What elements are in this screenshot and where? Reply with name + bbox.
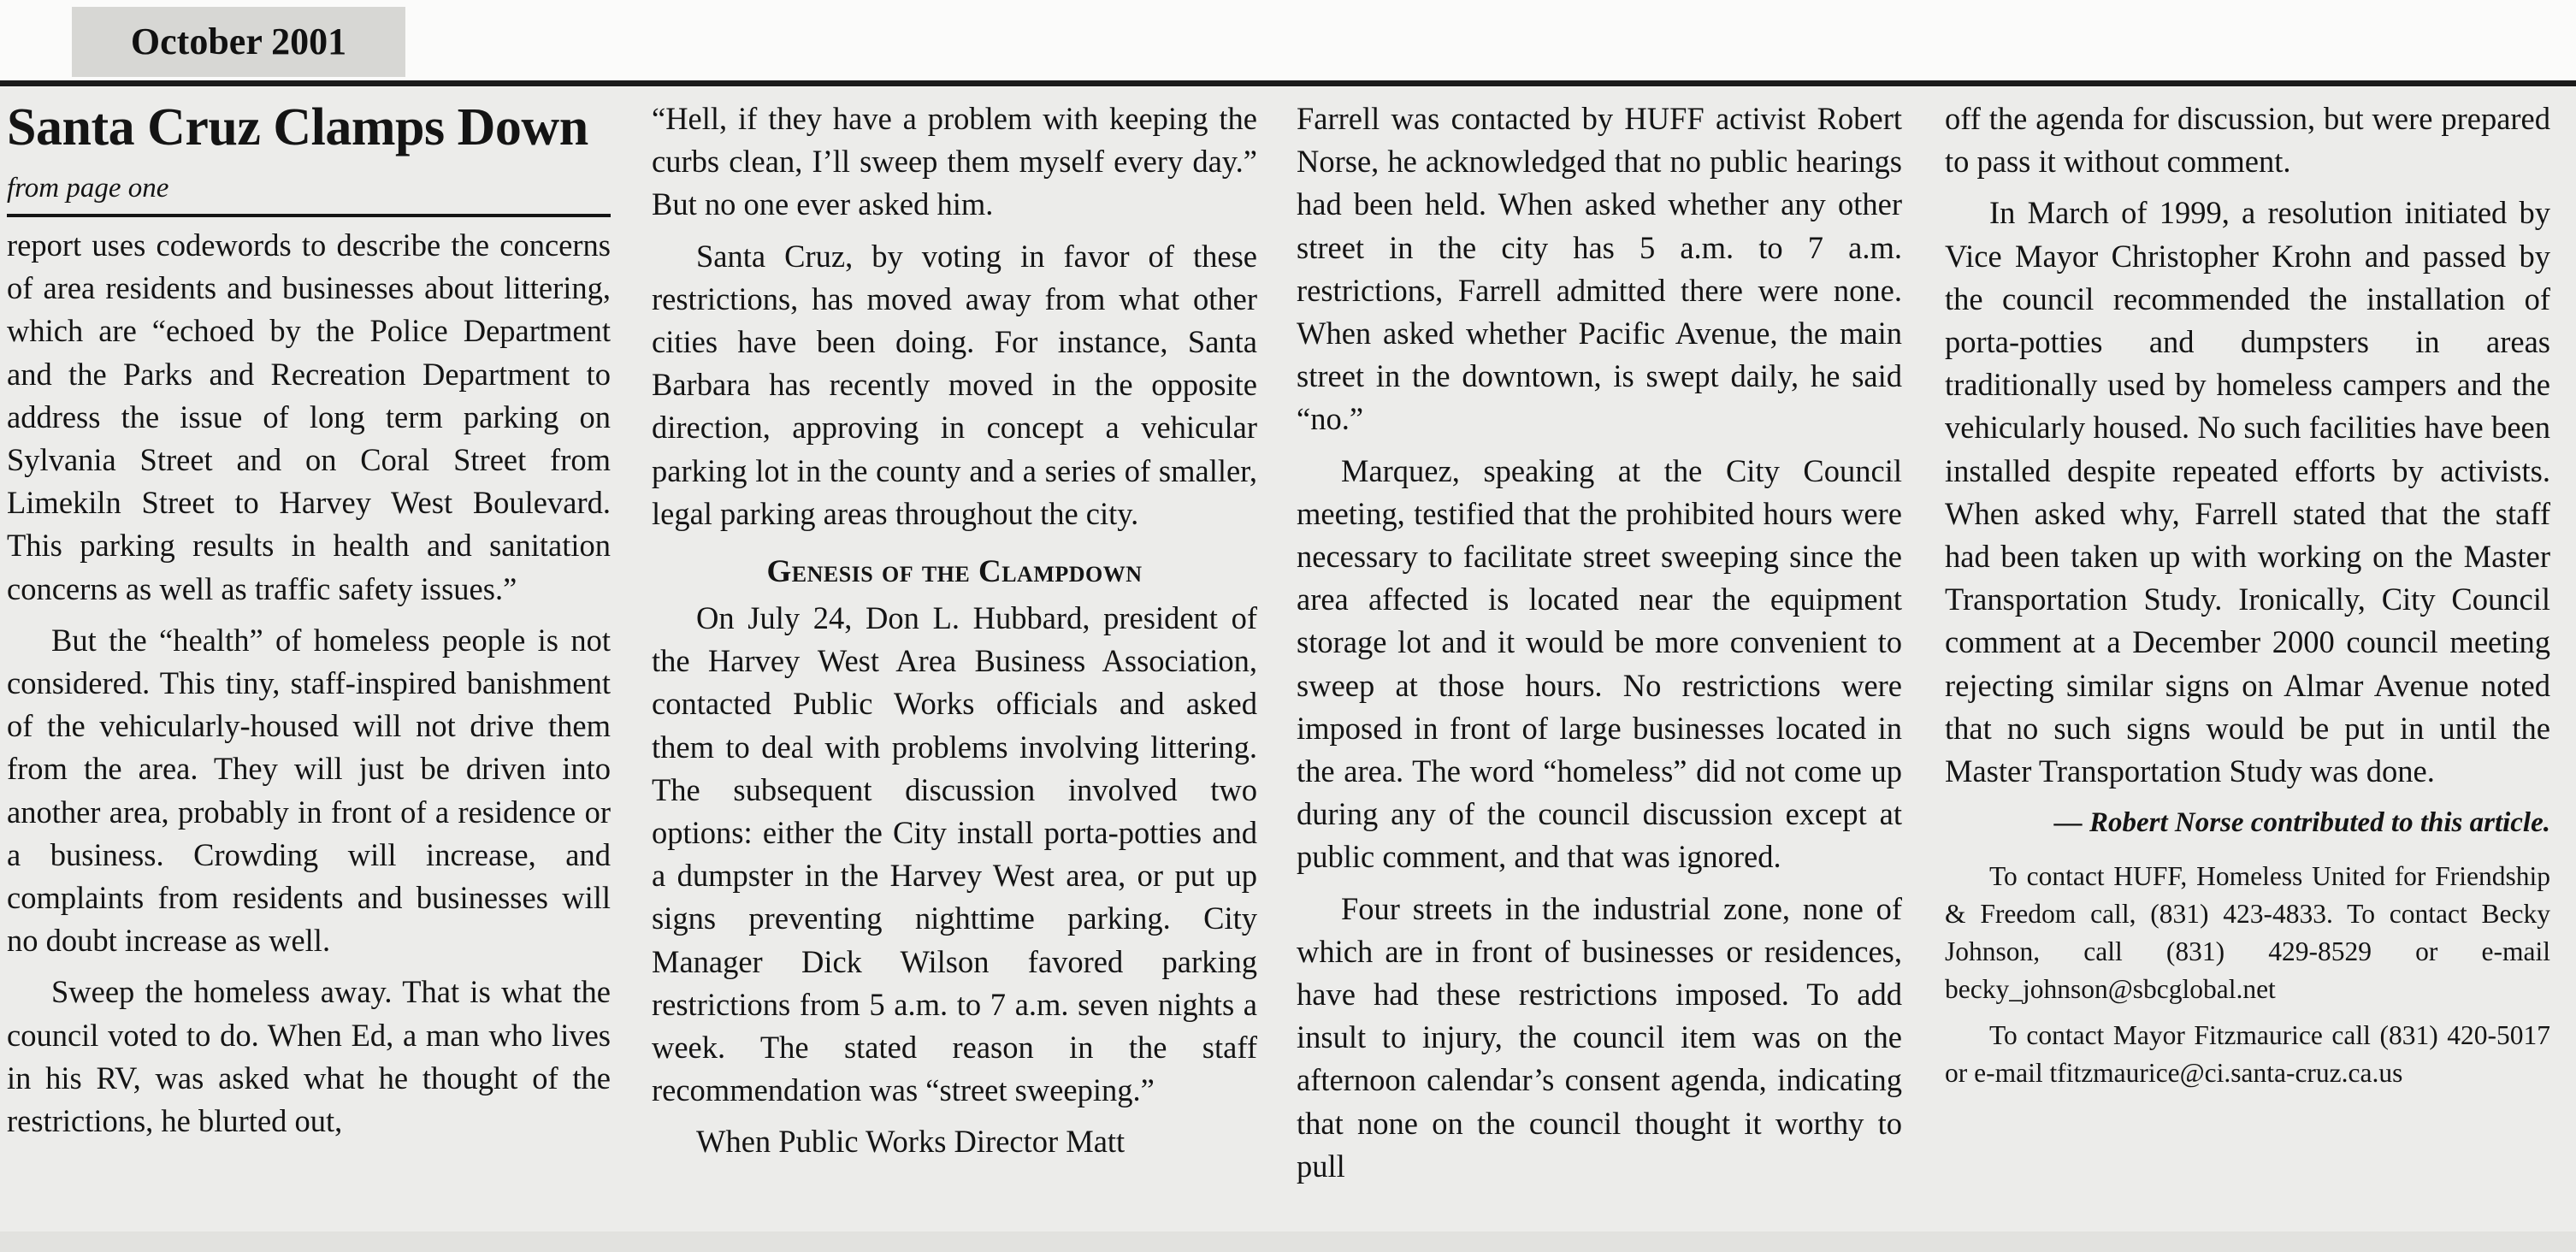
page-bottom-edge [0,1231,2576,1252]
paragraph: When Public Works Director Matt [696,1124,1126,1160]
paragraph: off the agenda for discussion, but were prepared to pass it without comment. [1945,101,2550,180]
paragraph: In March of 1999, a resolution initiated by Vice Mayor Christopher Krohn and passed by the council recommended the installation of porta-potties and dumpsters in areas traditionally used by homeless campers and the vehicularly housed. No such facilities have been installed despite repeated efforts by activists. When asked why, Farrell stated that the staff had been taken up with working on the Master Transportation Study. Ironically, City Council comment at a December 2000 council meeting rejecting similar signs on Almar Avenue noted that no such signs would be put in until the Master Transportation Study was done. [1945,195,2550,789]
continuation-note: from page one [7,173,169,204]
headline-rule [7,214,611,217]
paragraph: On July 24, Don L. Hubbard, president of the Harvey West Area Business Association, contacted Public Works officials and asked them to deal with problems involving littering. The subsequent discussion involved two options: either the City install porta-potties and a dumpster in the Harvey West area, or put up signs preventing nighttime parking. City Manager Dick Wilson favored parking restrictions from 5 a.m. to 7 a.m. seven nights a week. The stated reason in the staff recommendation was “street sweeping.” [652,600,1257,1108]
paragraph: Sweep the homeless away. That is what the council voted to do. When Ed, a man who lives in his RV, was asked what he thought of the restrictions, he blurted out, [7,974,611,1139]
column-1 [7,97,611,1252]
contact-info: To contact HUFF, Homeless United for Friendship & Freedom call, (831) 423-4833. To contact Becky Johnson, call (831) 429-8529 or e-mail becky_johnson@sbcglobal.net [1945,861,2550,1005]
article-headline: Santa Cruz Clamps Down [7,98,588,156]
paragraph: “Hell, if they have a problem with keeping the curbs clean, I’ll sweep them myself every day.” But no one ever asked him. [652,101,1257,222]
paragraph: report uses codewords to describe the concerns of area residents and businesses about littering, which are “echoed by the Police Department and the Parks and Recreation Department to address the issue of long term parking on Sylvania Street and on Coral Street from Limekiln Street to Harvey West Boulevard. This parking results in health and sanitation concerns as well as traffic safety issues.” [7,227,611,606]
paragraph: Farrell was contacted by HUFF activist Robert Norse, he acknowledged that no public hearings had been held. When asked whether any other street in the city has 5 a.m. to 7 a.m. restrictions, Farrell admitted there were none. When asked whether Pacific Avenue, the main street in the downtown, is swept daily, he said “no.” [1297,101,1902,437]
column-2 [652,97,1257,1252]
paragraph: Santa Cruz, by voting in favor of these restrictions, has moved away from what other cities have been doing. For instance, Santa Barbara has recently moved in the opposite direction, approving in concept a vehicular parking lot in the county and a series of smaller, legal parking areas throughout the city. [652,238,1257,531]
column-3 [1297,97,1902,1252]
paragraph: Marquez, speaking at the City Council meeting, testified that the prohibited hours were necessary to facilitate street sweeping since the area affected is located near the equipment storage lot and it would be more convenient to sweep at those hours. No restrictions were imposed in front of large businesses located in the area. The word “homeless” did not come up during any of the council discussion except at public comment, and that was ignored. [1297,452,1902,875]
issue-date-tab: October 2001 [72,7,405,77]
article-page [0,87,2576,1252]
section-subhead: Genesis of the Clampdown [766,554,1143,590]
contact-info: To contact Mayor Fitzmaurice call (831) 420-5017 or e-mail tfitzmaurice@ci.santa-cruz.ca.us [1945,1020,2550,1089]
column-4 [1945,97,2550,1252]
paragraph: But the “health” of homeless people is not considered. This tiny, staff-inspired banishment of the vehicularly-housed will not drive them from the area. They will just be driven into another area, probably in front of a residence or a business. Crowding will increase, and complaints from residents and businesses will no doubt increase as well. [7,622,611,959]
top-rule [0,80,2576,86]
paragraph: Four streets in the industrial zone, none of which are in front of businesses or residences, have had these restrictions imposed. To add insult to injury, the council item was on the afternoon calendar’s consent agenda, indicating that none on the council thought it worthy to pull [1297,890,1902,1184]
contributor-credit: — Robert Norse contributed to this article. [2053,807,2550,839]
